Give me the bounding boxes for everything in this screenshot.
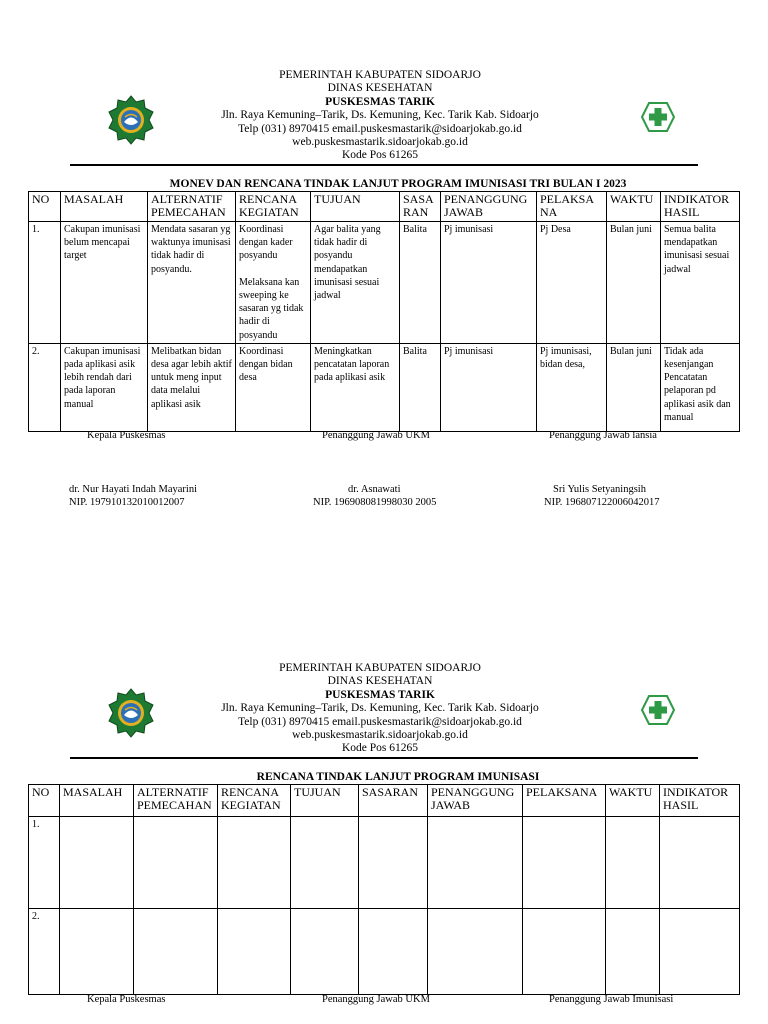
column-header: NO	[29, 192, 61, 222]
column-header: RENCANA KEGIATAN	[236, 192, 311, 222]
table-cell: Pj Desa	[537, 222, 607, 344]
document-title: RENCANA TINDAK LANJUT PROGRAM IMUNISASI	[256, 771, 540, 783]
puskesmas-cross-icon	[641, 695, 675, 725]
table-cell	[428, 817, 523, 909]
table-cell	[523, 817, 606, 909]
table-cell	[218, 909, 291, 995]
table-cell: Bulan juni	[607, 222, 661, 344]
table-row	[29, 817, 740, 909]
signature-role-head: Kepala Puskesmas	[87, 430, 166, 441]
table-row	[29, 909, 740, 995]
table-cell: Cakupan imunisasi pada aplikasi asik lebih rendah dari pada laporan manual	[61, 343, 148, 431]
sidoarjo-emblem-icon	[107, 688, 155, 738]
header-contact: Telp (031) 8970415 email.puskesmastarik@sidoarjokab.go.id	[238, 715, 522, 728]
column-header: PELAKSANA	[523, 785, 606, 817]
table-cell	[291, 817, 359, 909]
column-header: WAKTU	[607, 192, 661, 222]
column-header: PELAKSA NA	[537, 192, 607, 222]
table-cell	[606, 817, 660, 909]
column-header: PENANGGUNG JAWAB	[441, 192, 537, 222]
table-cell: 1.	[29, 222, 61, 344]
puskesmas-cross-icon	[641, 102, 675, 132]
table-cell	[359, 817, 428, 909]
column-header: ALTERNATIF PEMECAHAN	[148, 192, 236, 222]
header-contact: Telp (031) 8970415 email.puskesmastarik@sidoarjokab.go.id	[238, 122, 522, 135]
signature-nip-head: NIP. 197910132010012007	[69, 497, 185, 508]
signature-role-lansia: Penanggung Jawab lansia	[549, 430, 657, 441]
header-institution: PUSKESMAS TARIK	[325, 688, 435, 701]
table-cell	[134, 909, 218, 995]
table-cell	[428, 909, 523, 995]
table-cell	[660, 909, 740, 995]
header-website: web.puskesmastarik.sidoarjokab.go.id	[292, 729, 468, 742]
table-cell	[359, 909, 428, 995]
table-cell: Balita	[400, 222, 441, 344]
table-cell: Pj imunisasi	[441, 343, 537, 431]
table-cell: Mendata sasaran yg waktunya imunisasi tidak hadir di posyandu.	[148, 222, 236, 344]
column-header: WAKTU	[606, 785, 660, 817]
table-cell	[606, 909, 660, 995]
table-cell: Melibatkan bidan desa agar lebih aktif untuk meng input data melalui aplikasi asik	[148, 343, 236, 431]
table-cell: Semua balita mendapatkan imunisasi sesuai jadwal	[661, 222, 740, 344]
table-cell: Koordinasi dengan kader posyandu Melaksana kan sweeping ke sasaran yg tidak hadir di posyandu	[236, 222, 311, 344]
table-cell: 2.	[29, 343, 61, 431]
column-header: NO	[29, 785, 60, 817]
column-header: TUJUAN	[291, 785, 359, 817]
table-cell: 2.	[29, 909, 60, 995]
letterhead	[180, 69, 580, 163]
signature-role-head: Kepala Puskesmas	[87, 994, 166, 1005]
column-header: INDIKATOR HASIL	[660, 785, 740, 817]
table-cell: Tidak ada kesenjangan Pencatatan pelaporan pd aplikasi asik dan manual	[661, 343, 740, 431]
header-government: PEMERINTAH KABUPATEN SIDOARJO	[279, 662, 481, 674]
table-cell: Pj imunisasi	[441, 222, 537, 344]
table-cell	[291, 909, 359, 995]
column-header: TUJUAN	[311, 192, 400, 222]
table-cell: Bulan juni	[607, 343, 661, 431]
table-cell: 1.	[29, 817, 60, 909]
table-cell: Balita	[400, 343, 441, 431]
table-cell	[60, 817, 134, 909]
header-department: DINAS KESEHATAN	[327, 675, 433, 688]
signature-name-lansia: Sri Yulis Setyaningsih	[553, 484, 646, 495]
header-institution: PUSKESMAS TARIK	[325, 95, 435, 108]
table-cell	[523, 909, 606, 995]
column-header: RENCANA KEGIATAN	[218, 785, 291, 817]
table-header-row	[29, 785, 740, 817]
sidoarjo-emblem-icon	[107, 95, 155, 145]
column-header: PENANGGUNG JAWAB	[428, 785, 523, 817]
header-postal-code: Kode Pos 61265	[341, 742, 419, 755]
table-cell: Agar balita yang tidak hadir di posyandu mendapatkan imunisasi sesuai jadwal	[311, 222, 400, 344]
table-cell: Koordinasi dengan bidan desa	[236, 343, 311, 431]
header-postal-code: Kode Pos 61265	[341, 149, 419, 162]
table-row	[29, 343, 740, 431]
column-header: SASARAN	[359, 785, 428, 817]
column-header: INDIKATOR HASIL	[661, 192, 740, 222]
header-address: Jln. Raya Kemuning–Tarik, Ds. Kemuning, Kec. Tarik Kab. Sidoarjo	[221, 702, 539, 715]
table-cell: Pj imunisasi, bidan desa,	[537, 343, 607, 431]
table-cell: Cakupan imunisasi belum mencapai target	[61, 222, 148, 344]
table-row	[29, 222, 740, 344]
header-address: Jln. Raya Kemuning–Tarik, Ds. Kemuning, Kec. Tarik Kab. Sidoarjo	[221, 109, 539, 122]
header-website: web.puskesmastarik.sidoarjokab.go.id	[292, 136, 468, 149]
header-divider	[70, 757, 698, 759]
column-header: MASALAH	[61, 192, 148, 222]
signature-nip-lansia: NIP. 196807122006042017	[544, 497, 660, 508]
letterhead	[180, 662, 580, 756]
signature-role-imunisasi: Penanggung Jawab Imunisasi	[549, 994, 674, 1005]
document-title: MONEV DAN RENCANA TINDAK LANJUT PROGRAM IMUNISASI TRI BULAN I 2023	[169, 178, 627, 190]
signature-role-ukm: Penanggung Jawab UKM	[322, 994, 430, 1005]
signature-name-ukm: dr. Asnawati	[348, 484, 401, 495]
column-header: ALTERNATIF PEMECAHAN	[134, 785, 218, 817]
table-cell	[60, 909, 134, 995]
table-cell	[660, 817, 740, 909]
column-header: SASA RAN	[400, 192, 441, 222]
column-header: MASALAH	[60, 785, 134, 817]
signature-role-ukm: Penanggung Jawab UKM	[322, 430, 430, 441]
table-cell	[218, 817, 291, 909]
monev-table	[28, 191, 740, 432]
table-cell: Meningkatkan pencatatan laporan pada aplikasi asik	[311, 343, 400, 431]
rtl-table	[28, 784, 740, 995]
table-header-row	[29, 192, 740, 222]
header-divider	[70, 164, 698, 166]
header-government: PEMERINTAH KABUPATEN SIDOARJO	[279, 69, 481, 81]
signature-name-head: dr. Nur Hayati Indah Mayarini	[69, 484, 198, 495]
table-cell	[134, 817, 218, 909]
header-department: DINAS KESEHATAN	[327, 82, 433, 95]
signature-nip-ukm: NIP. 196908081998030 2005	[313, 497, 437, 508]
